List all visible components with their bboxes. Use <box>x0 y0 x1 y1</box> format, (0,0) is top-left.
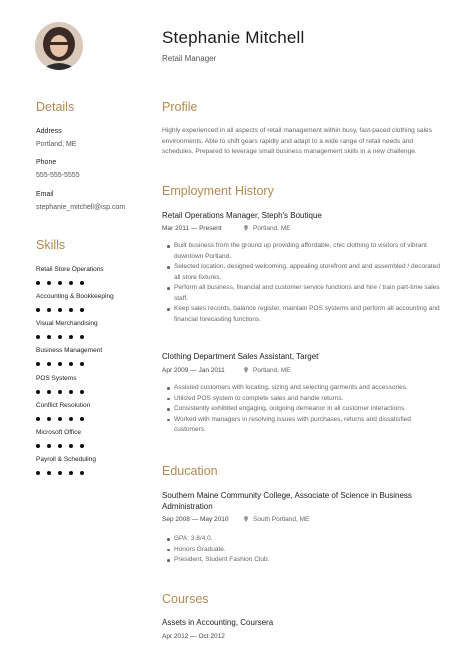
rating-dot <box>58 444 62 448</box>
list-item: Selected location, designed welcoming, appealing storefront and and assembled / decorated all store fixtures. <box>174 262 444 283</box>
skill-name: Conflict Resolution <box>36 402 91 409</box>
email-link[interactable]: stephanie_mitchell@isp.com <box>36 204 126 211</box>
job-meta <box>162 225 291 232</box>
job-title: Clothing Department Sales Assistant, Target <box>162 352 319 361</box>
rating-dot <box>58 471 62 475</box>
skill-name: Business Management <box>36 347 103 354</box>
rating-dot <box>58 308 62 312</box>
skill-rating <box>36 417 116 423</box>
profile-text: Highly experienced in all aspects of retail management within busy, fast-paced clothing sales environments. Able to shift gears rapidly and adapt to a wide range of retail needs and schedules. Prepared to leverage small business management skills in a new challenge. <box>162 127 432 156</box>
rating-dot <box>80 471 84 475</box>
list-item: Worked with managers in resolving issues with purchases, returns and dissatisfied customers. <box>174 415 444 436</box>
candidate-name: Stephanie Mitchell <box>162 28 305 47</box>
location-pin-icon <box>244 225 248 231</box>
rating-dot <box>80 281 84 285</box>
rating-dot <box>80 362 84 366</box>
address-value: Portland, ME <box>36 141 77 148</box>
list-item: Perform all business, financial and customer service functions and hire / train part-time sales staff. <box>174 283 444 304</box>
rating-dot <box>36 335 40 339</box>
rating-dot <box>58 281 62 285</box>
list-item: Honors Graduate. <box>174 545 444 556</box>
job-dates: Apr 2009 — Jan 2011 <box>162 367 225 374</box>
rating-dot <box>36 362 40 366</box>
rating-dot <box>47 281 51 285</box>
rating-dot <box>80 335 84 339</box>
rating-dot <box>36 417 40 421</box>
skill-rating <box>36 471 116 477</box>
education-meta <box>162 516 310 523</box>
rating-dot <box>69 471 73 475</box>
skill-rating <box>36 444 116 450</box>
job-meta <box>162 367 291 374</box>
rating-dot <box>69 308 73 312</box>
rating-dot <box>80 308 84 312</box>
address-label: Address <box>36 128 62 135</box>
job-bullets <box>174 383 444 436</box>
rating-dot <box>69 362 73 366</box>
list-item: Consistently exhibited engaging, outgoing demeanor in all customer interactions. <box>174 404 444 415</box>
profile-heading: Profile <box>162 100 198 114</box>
skill-rating <box>36 362 116 368</box>
rating-dot <box>58 362 62 366</box>
list-item: President, Student Fashion Club. <box>174 555 444 566</box>
rating-dot <box>47 390 51 394</box>
employment-heading: Employment History <box>162 184 274 198</box>
list-item: Utilized POS system to complete sales and handle returns. <box>174 394 444 405</box>
location-pin-icon <box>244 516 248 522</box>
rating-dot <box>69 417 73 421</box>
education-title: Southern Maine Community College, Associate of Science in Business Administration <box>162 491 412 511</box>
rating-dot <box>47 335 51 339</box>
phone-value: 555-555-5555 <box>36 172 80 179</box>
education-heading: Education <box>162 464 218 478</box>
rating-dot <box>47 471 51 475</box>
skills-heading: Skills <box>36 238 66 252</box>
rating-dot <box>36 281 40 285</box>
job-bullets <box>174 241 444 325</box>
skill-name: Visual Merchandising <box>36 320 98 327</box>
list-item: GPA: 3.8/4.0. <box>174 534 444 545</box>
rating-dot <box>69 444 73 448</box>
details-heading: Details <box>36 100 75 114</box>
avatar <box>35 22 83 70</box>
education-location: South Portland, ME <box>244 516 309 523</box>
rating-dot <box>36 471 40 475</box>
skill-rating <box>36 281 116 287</box>
skill-name: Microsoft Office <box>36 429 82 436</box>
skill-rating <box>36 335 116 341</box>
job-dates: Mar 2011 — Present <box>162 225 222 232</box>
list-item: Keep sales records, balance register, maintain POS systems and perform all accounting and financial forecasting functions. <box>174 304 444 325</box>
rating-dot <box>58 335 62 339</box>
rating-dot <box>47 444 51 448</box>
rating-dot <box>47 308 51 312</box>
list-item: Built business from the ground up providing affordable, chic clothing to visitors of vibrant downtown Portland. <box>174 241 444 262</box>
rating-dot <box>36 444 40 448</box>
skill-name: Payroll & Scheduling <box>36 456 96 463</box>
job-location: Portland, ME <box>244 225 291 232</box>
candidate-role: Retail Manager <box>162 54 217 63</box>
rating-dot <box>58 390 62 394</box>
education-bullets <box>174 534 444 566</box>
skill-name: POS Systems <box>36 375 77 382</box>
skill-rating <box>36 390 116 396</box>
list-item: Assisted customers with locating, sizing and selecting garments and accessories. <box>174 383 444 394</box>
rating-dot <box>69 390 73 394</box>
email-label: Email <box>36 191 54 198</box>
rating-dot <box>47 362 51 366</box>
courses-heading: Courses <box>162 592 209 606</box>
rating-dot <box>69 335 73 339</box>
rating-dot <box>47 417 51 421</box>
course-dates: Apr 2012 — Oct 2012 <box>162 633 225 640</box>
education-dates: Sep 2008 — May 2010 <box>162 516 229 523</box>
rating-dot <box>58 417 62 421</box>
skill-rating <box>36 308 116 314</box>
skill-name: Retail Store Operations <box>36 266 104 273</box>
rating-dot <box>36 390 40 394</box>
course-title: Assets in Accounting, Coursera <box>162 618 274 627</box>
rating-dot <box>80 390 84 394</box>
rating-dot <box>80 444 84 448</box>
rating-dot <box>36 308 40 312</box>
rating-dot <box>69 281 73 285</box>
phone-label: Phone <box>36 159 57 166</box>
location-pin-icon <box>244 367 248 373</box>
rating-dot <box>80 417 84 421</box>
job-location: Portland, ME <box>244 367 291 374</box>
job-title: Retail Operations Manager, Steph's Boutique <box>162 211 322 220</box>
skill-name: Accounting & Bookkeeping <box>36 293 114 300</box>
